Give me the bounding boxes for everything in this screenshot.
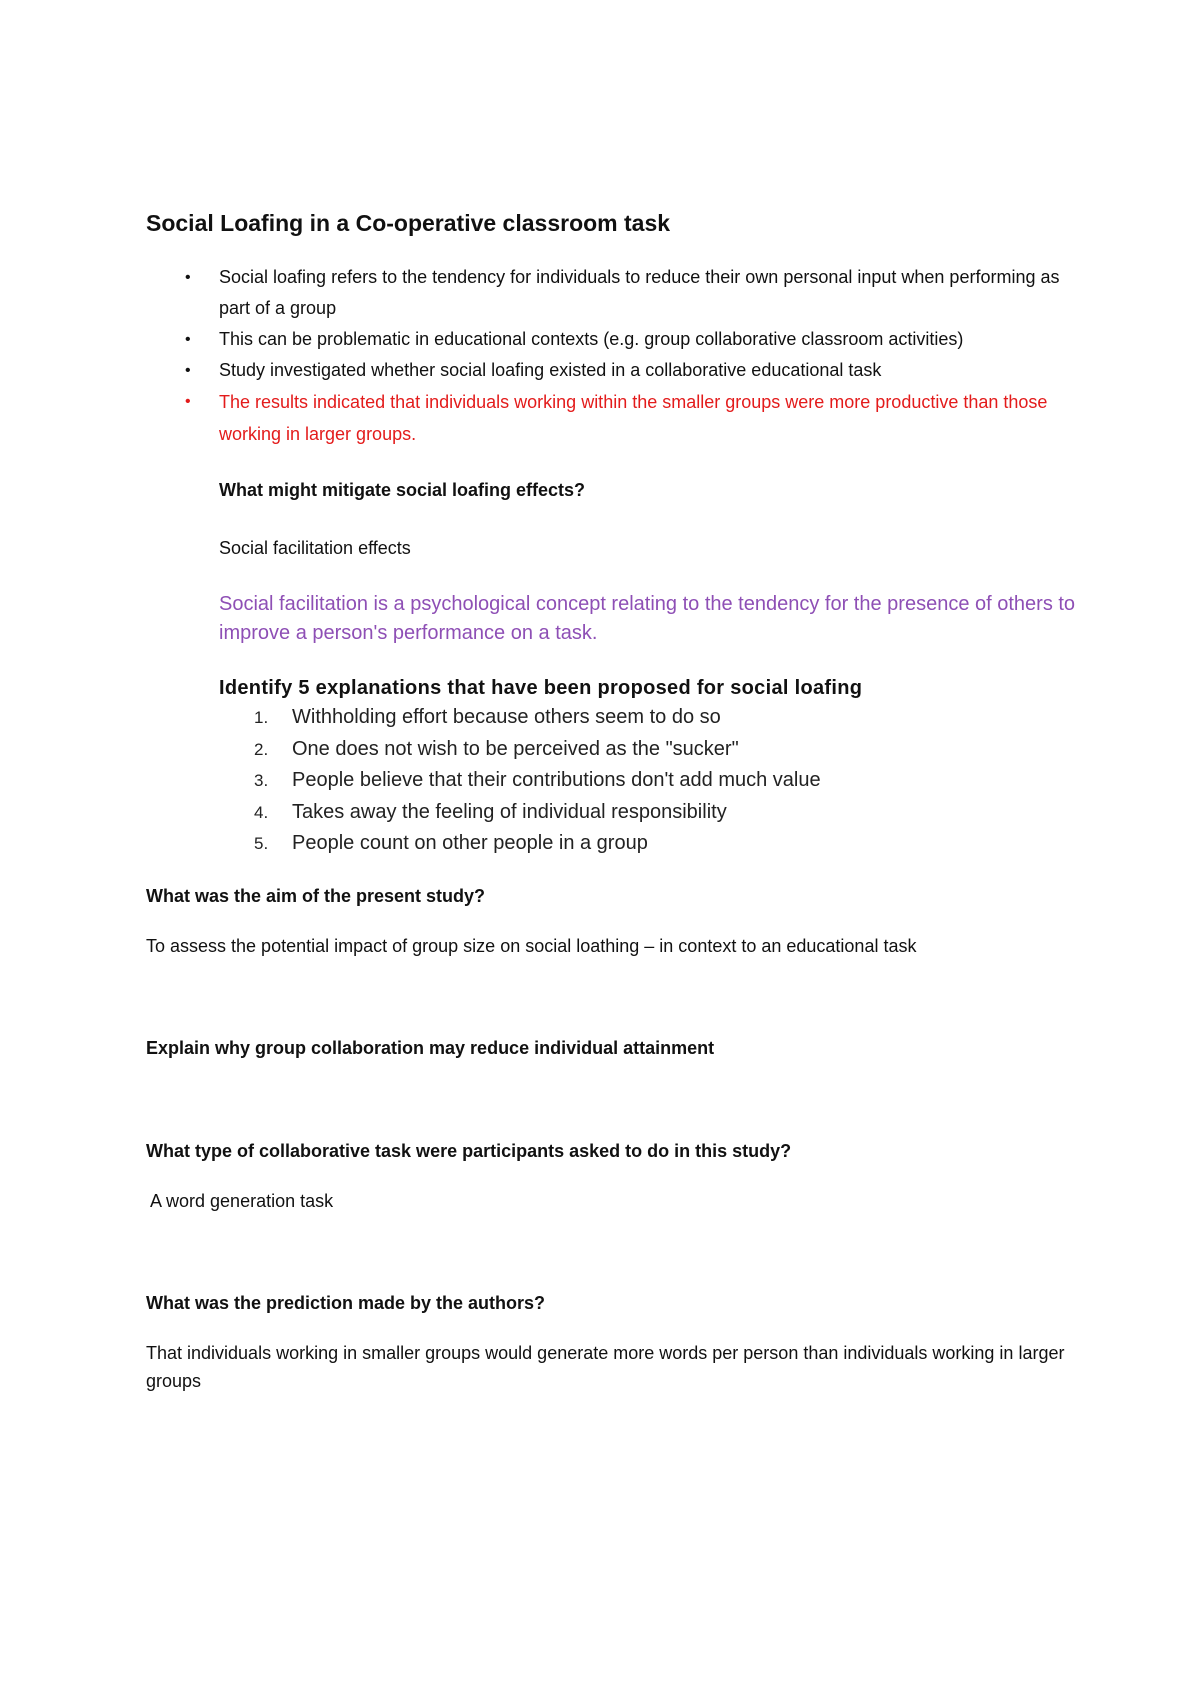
explanation-text: People believe that their contributions don't add much value — [292, 769, 821, 791]
explanation-item — [146, 702, 1086, 734]
facilitation-definition: Social facilitation is a psychological concept relating to the tendency for the presence of others to improve a person's performance on a task. — [219, 593, 1076, 644]
bullet-text: Study investigated whether social loafing existed in a collaborative educational task — [219, 360, 882, 380]
document-page — [146, 208, 1086, 1395]
document-title: Social Loafing in a Co-operative classroom task — [146, 210, 671, 236]
reduce-attainment-question: Explain why group collaboration may reduce individual attainment — [146, 1037, 715, 1058]
explanation-item — [146, 797, 1086, 829]
prediction-question: What was the prediction made by the authors? — [146, 1292, 546, 1313]
explanation-text: People count on other people in a group — [292, 832, 648, 854]
bullet-item-highlighted — [146, 386, 1086, 450]
bullet-icon: • — [185, 331, 191, 348]
explanations-heading: Identify 5 explanations that have been proposed for social loafing — [219, 677, 863, 699]
bullet-text: Social loafing refers to the tendency for individuals to reduce their own personal input when performing as part of a group — [219, 267, 1060, 318]
list-number: 3. — [254, 771, 269, 790]
prediction-answer: That individuals working in smaller groups would generate more words per person than individuals working in larger groups — [146, 1342, 1065, 1391]
summary-bullet-list — [146, 262, 1086, 450]
task-question: What type of collaborative task were participants asked to do in this study? — [146, 1140, 792, 1161]
explanation-text: One does not wish to be perceived as the "sucker" — [292, 737, 739, 760]
bullet-item — [146, 355, 1086, 386]
mitigate-question: What might mitigate social loafing effects? — [219, 480, 586, 500]
aim-question: What was the aim of the present study? — [146, 885, 486, 906]
explanation-text: Takes away the feeling of individual responsibility — [292, 800, 727, 823]
bullet-text: This can be problematic in educational contexts (e.g. group collaborative classroom activities) — [219, 329, 964, 349]
explanations-list — [146, 702, 1086, 860]
explanation-text: Withholding effort because others seem to do so — [292, 706, 721, 728]
bullet-item — [146, 262, 1086, 324]
task-answer: A word generation task — [146, 1190, 334, 1211]
explanation-item — [146, 765, 1086, 797]
explanation-item — [146, 734, 1086, 766]
list-number: 4. — [254, 802, 269, 822]
bullet-icon: • — [185, 393, 191, 410]
mitigate-answer: Social facilitation effects — [219, 538, 411, 558]
bullet-icon: • — [185, 362, 191, 379]
bullet-item — [146, 324, 1086, 355]
aim-answer: To assess the potential impact of group size on social loathing – in context to an educational task — [146, 935, 917, 956]
bullet-text: The results indicated that individuals working within the smaller groups were more productive than those working in larger groups. — [219, 392, 1048, 444]
list-number: 5. — [254, 834, 269, 853]
bullet-icon: • — [185, 269, 191, 286]
list-number: 2. — [254, 739, 269, 759]
explanation-item — [146, 828, 1086, 860]
list-number: 1. — [254, 708, 269, 727]
